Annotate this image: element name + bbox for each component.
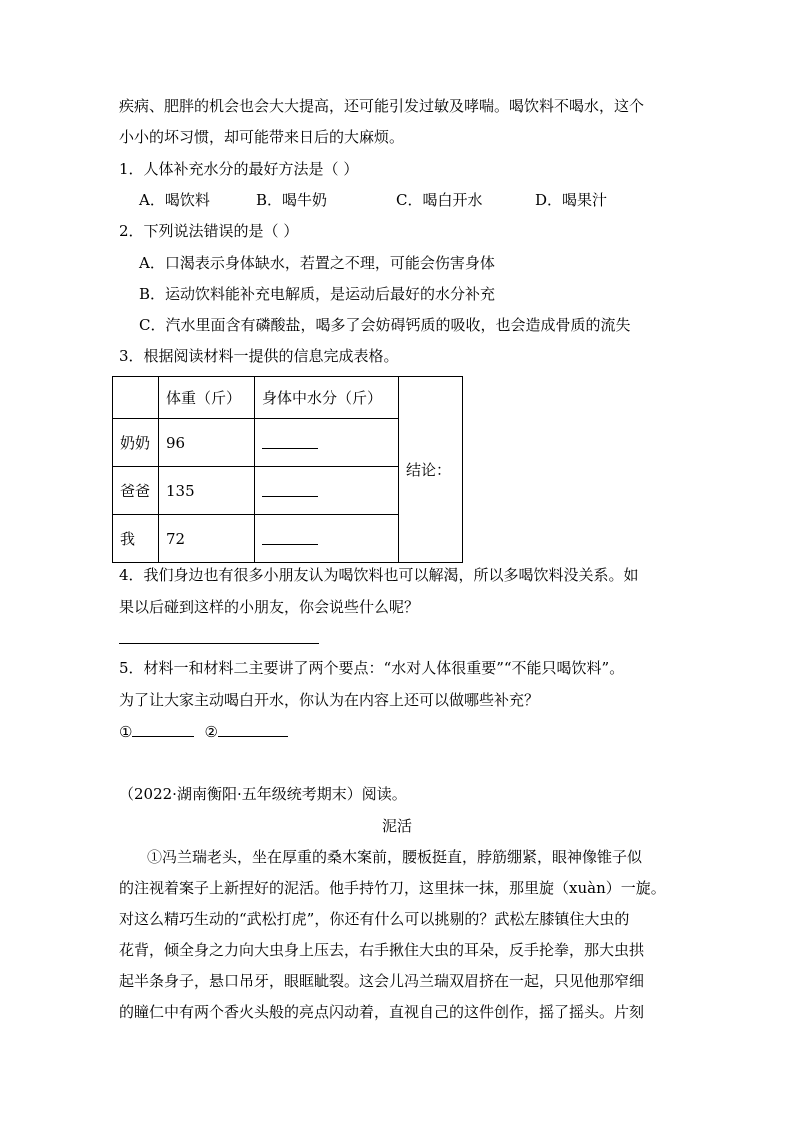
row-name: 爸爸 bbox=[113, 467, 159, 515]
row-weight: 135 bbox=[159, 467, 255, 515]
conclusion-label: 结论： bbox=[406, 461, 452, 479]
passage-title: 泥活 bbox=[381, 817, 412, 835]
intro-line-2: 小小的坏习惯，却可能带来日后的大麻烦。 bbox=[119, 128, 405, 146]
answer-blank[interactable] bbox=[262, 433, 318, 449]
row-water-blank-cell bbox=[255, 419, 399, 467]
passage-source: （2022·湖南衡阳·五年级统考期末）阅读。 bbox=[119, 785, 407, 803]
row-name: 我 bbox=[113, 515, 159, 563]
answer-blank[interactable] bbox=[262, 481, 318, 497]
question-1-option-a: A．喝饮料 bbox=[139, 191, 210, 209]
question-4-line-2: 果以后碰到这样的小朋友，你会说些什么呢？ bbox=[119, 598, 420, 616]
answer-blank[interactable] bbox=[262, 529, 318, 545]
passage-line-5: 起半条身子，悬口吊牙，眼眶眦裂。这会儿冯兰瑞双眉挤在一起，只见他那窄细 bbox=[119, 972, 645, 990]
intro-line-1: 疾病、肥胖的机会也会大大提高，还可能引发过敏及哮喘。喝饮料不喝水，这个 bbox=[119, 97, 645, 115]
question-1-stem: 1．人体补充水分的最好方法是（ ） bbox=[119, 160, 359, 178]
question-2-option-b: B．运动饮料能补充电解质，是运动后最好的水分补充 bbox=[139, 285, 496, 303]
answer-blank[interactable] bbox=[218, 721, 288, 737]
water-table bbox=[112, 376, 463, 563]
question-5-line-2: 为了让大家主动喝白开水，你认为在内容上还可以做哪些补充？ bbox=[119, 691, 540, 709]
question-4-answer-line[interactable] bbox=[119, 643, 319, 644]
row-water-blank-cell bbox=[255, 467, 399, 515]
passage-line-6: 的瞳仁中有两个香火头般的亮点闪动着，直视自己的这件创作，摇了摇头。片刻 bbox=[119, 1003, 645, 1021]
passage-line-2: 的注视着案子上新捏好的泥活。他手持竹刀，这里抹一抹，那里旋（xuàn）一旋。 bbox=[119, 879, 666, 897]
answer-marker-1: ① bbox=[119, 723, 133, 741]
row-name: 奶奶 bbox=[113, 419, 159, 467]
passage-line-4: 花背，倾全身之力向大虫身上压去，右手揪住大虫的耳朵，反手抡拳，那大虫拱 bbox=[119, 941, 645, 959]
question-1-option-d: D．喝果汁 bbox=[535, 191, 608, 209]
row-weight: 96 bbox=[159, 419, 255, 467]
table-conclusion-cell bbox=[399, 377, 463, 563]
question-2-stem: 2．下列说法错误的是（ ） bbox=[119, 222, 299, 240]
table-header-row bbox=[113, 377, 463, 419]
question-3-stem: 3．根据阅读材料一提供的信息完成表格。 bbox=[119, 347, 399, 365]
table-header-empty bbox=[113, 377, 159, 419]
row-water-blank-cell bbox=[255, 515, 399, 563]
question-5-line-1: 5．材料一和材料二主要讲了两个要点：“水对人体很重要”“不能只喝饮料”。 bbox=[119, 659, 625, 677]
question-1-option-b: B．喝牛奶 bbox=[256, 191, 328, 209]
passage-line-1: ①冯兰瑞老头，坐在厚重的桑木案前，腰板挺直，脖筋绷紧，眼神像锥子似 bbox=[147, 848, 643, 866]
table-header-weight: 体重（斤） bbox=[159, 377, 255, 419]
question-2-option-c: C．汽水里面含有磷酸盐，喝多了会妨碍钙质的吸收，也会造成骨质的流失 bbox=[139, 316, 631, 334]
passage-line-3: 对这么精巧生动的“武松打虎”，你还有什么可以挑剔的？武松左膝镇住大虫的 bbox=[119, 910, 630, 928]
question-4-line-1: 4．我们身边也有很多小朋友认为喝饮料也可以解渴，所以多喝饮料没关系。如 bbox=[119, 566, 639, 584]
question-1-option-c: C．喝白开水 bbox=[396, 191, 483, 209]
answer-marker-2: ② bbox=[204, 723, 218, 741]
row-weight: 72 bbox=[159, 515, 255, 563]
table-header-water: 身体中水分（斤） bbox=[255, 377, 399, 419]
question-5-answers bbox=[119, 721, 288, 742]
question-2-option-a: A．口渴表示身体缺水，若置之不理，可能会伤害身体 bbox=[139, 254, 495, 272]
answer-blank[interactable] bbox=[132, 721, 194, 737]
